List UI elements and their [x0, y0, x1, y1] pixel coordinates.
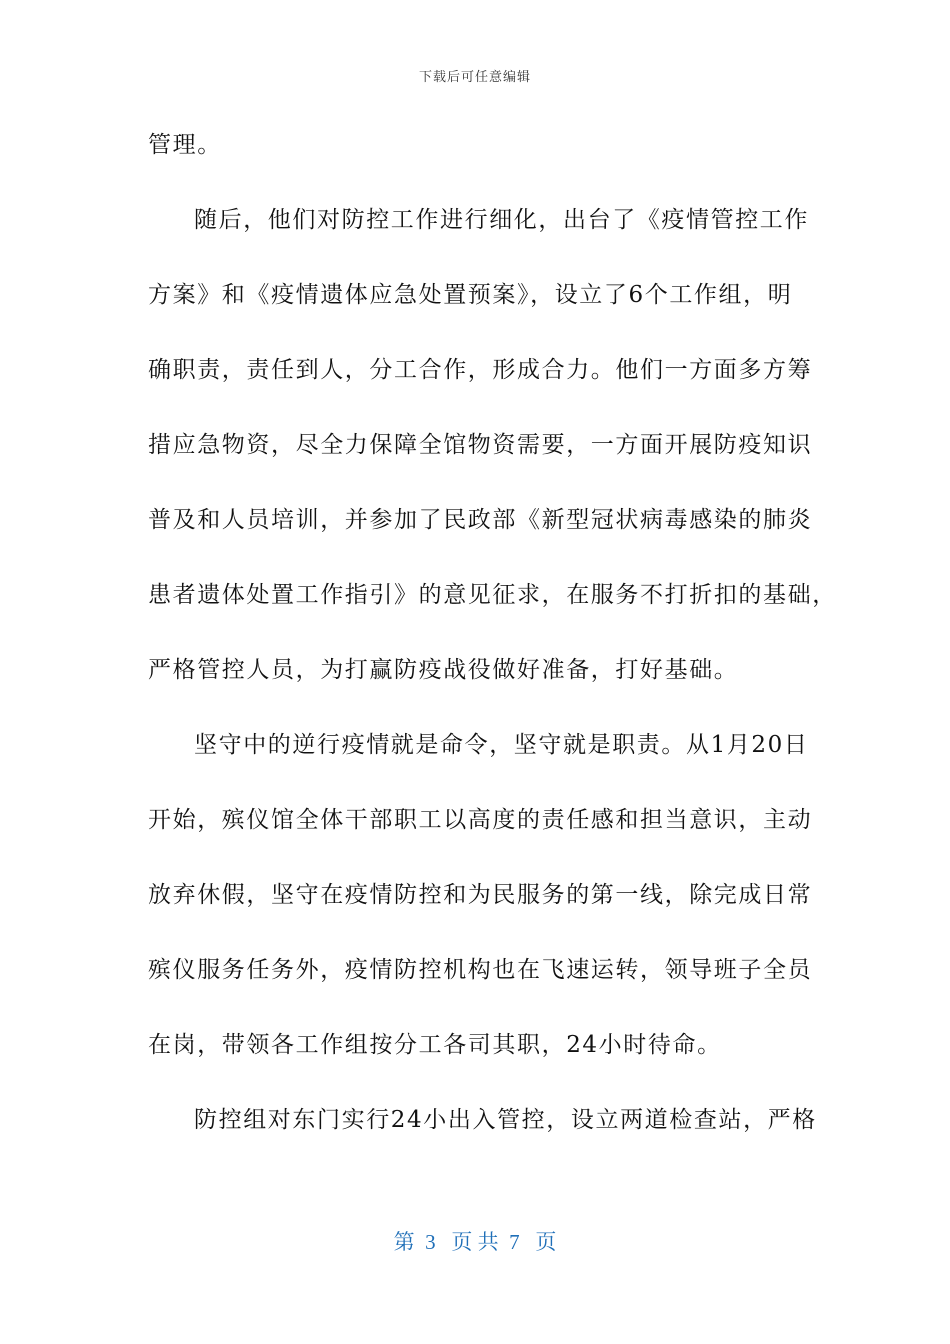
text-line: 严格管控人员，为打赢防疫战役做好准备，打好基础。: [148, 657, 739, 683]
text-line: 普及和人员培训，并参加了民政部《新型冠状病毒感染的肺炎: [148, 507, 813, 533]
text-line: 放弃休假，坚守在疫情防控和为民服务的第一线，除完成日常: [148, 882, 813, 908]
page-number-footer: 第 3 页 共 7 页: [393, 1230, 557, 1254]
paragraph-first-line: 防控组对东门实行24小出入管控，设立两道检查站，严格: [194, 1107, 817, 1133]
text-line: 在岗，带领各工作组按分工各司其职，24小时待命。: [148, 1032, 722, 1058]
text-line: 殡仪服务任务外，疫情防控机构也在飞速运转，领导班子全员: [148, 957, 813, 983]
page-header-note: 下载后可任意编辑: [418, 70, 531, 85]
paragraph-first-line: 随后，他们对防控工作进行细化，出台了《疫情管控工作: [194, 207, 809, 233]
text-line: 确职责，责任到人，分工合作，形成合力。他们一方面多方筹: [148, 357, 813, 383]
text-line: 管理。: [148, 132, 222, 158]
text-line: 方案》和《疫情遗体应急处置预案》，设立了6个工作组，明: [148, 282, 793, 308]
text-line: 措应急物资，尽全力保障全馆物资需要，一方面开展防疫知识: [148, 432, 813, 458]
paragraph-first-line: 坚守中的逆行疫情就是命令，坚守就是职责。从1月20日: [194, 732, 809, 758]
text-line: 开始，殡仪馆全体干部职工以高度的责任感和担当意识，主动: [148, 807, 813, 833]
text-line: 患者遗体处置工作指引》的意见征求，在服务不打折扣的基础，: [148, 582, 837, 608]
